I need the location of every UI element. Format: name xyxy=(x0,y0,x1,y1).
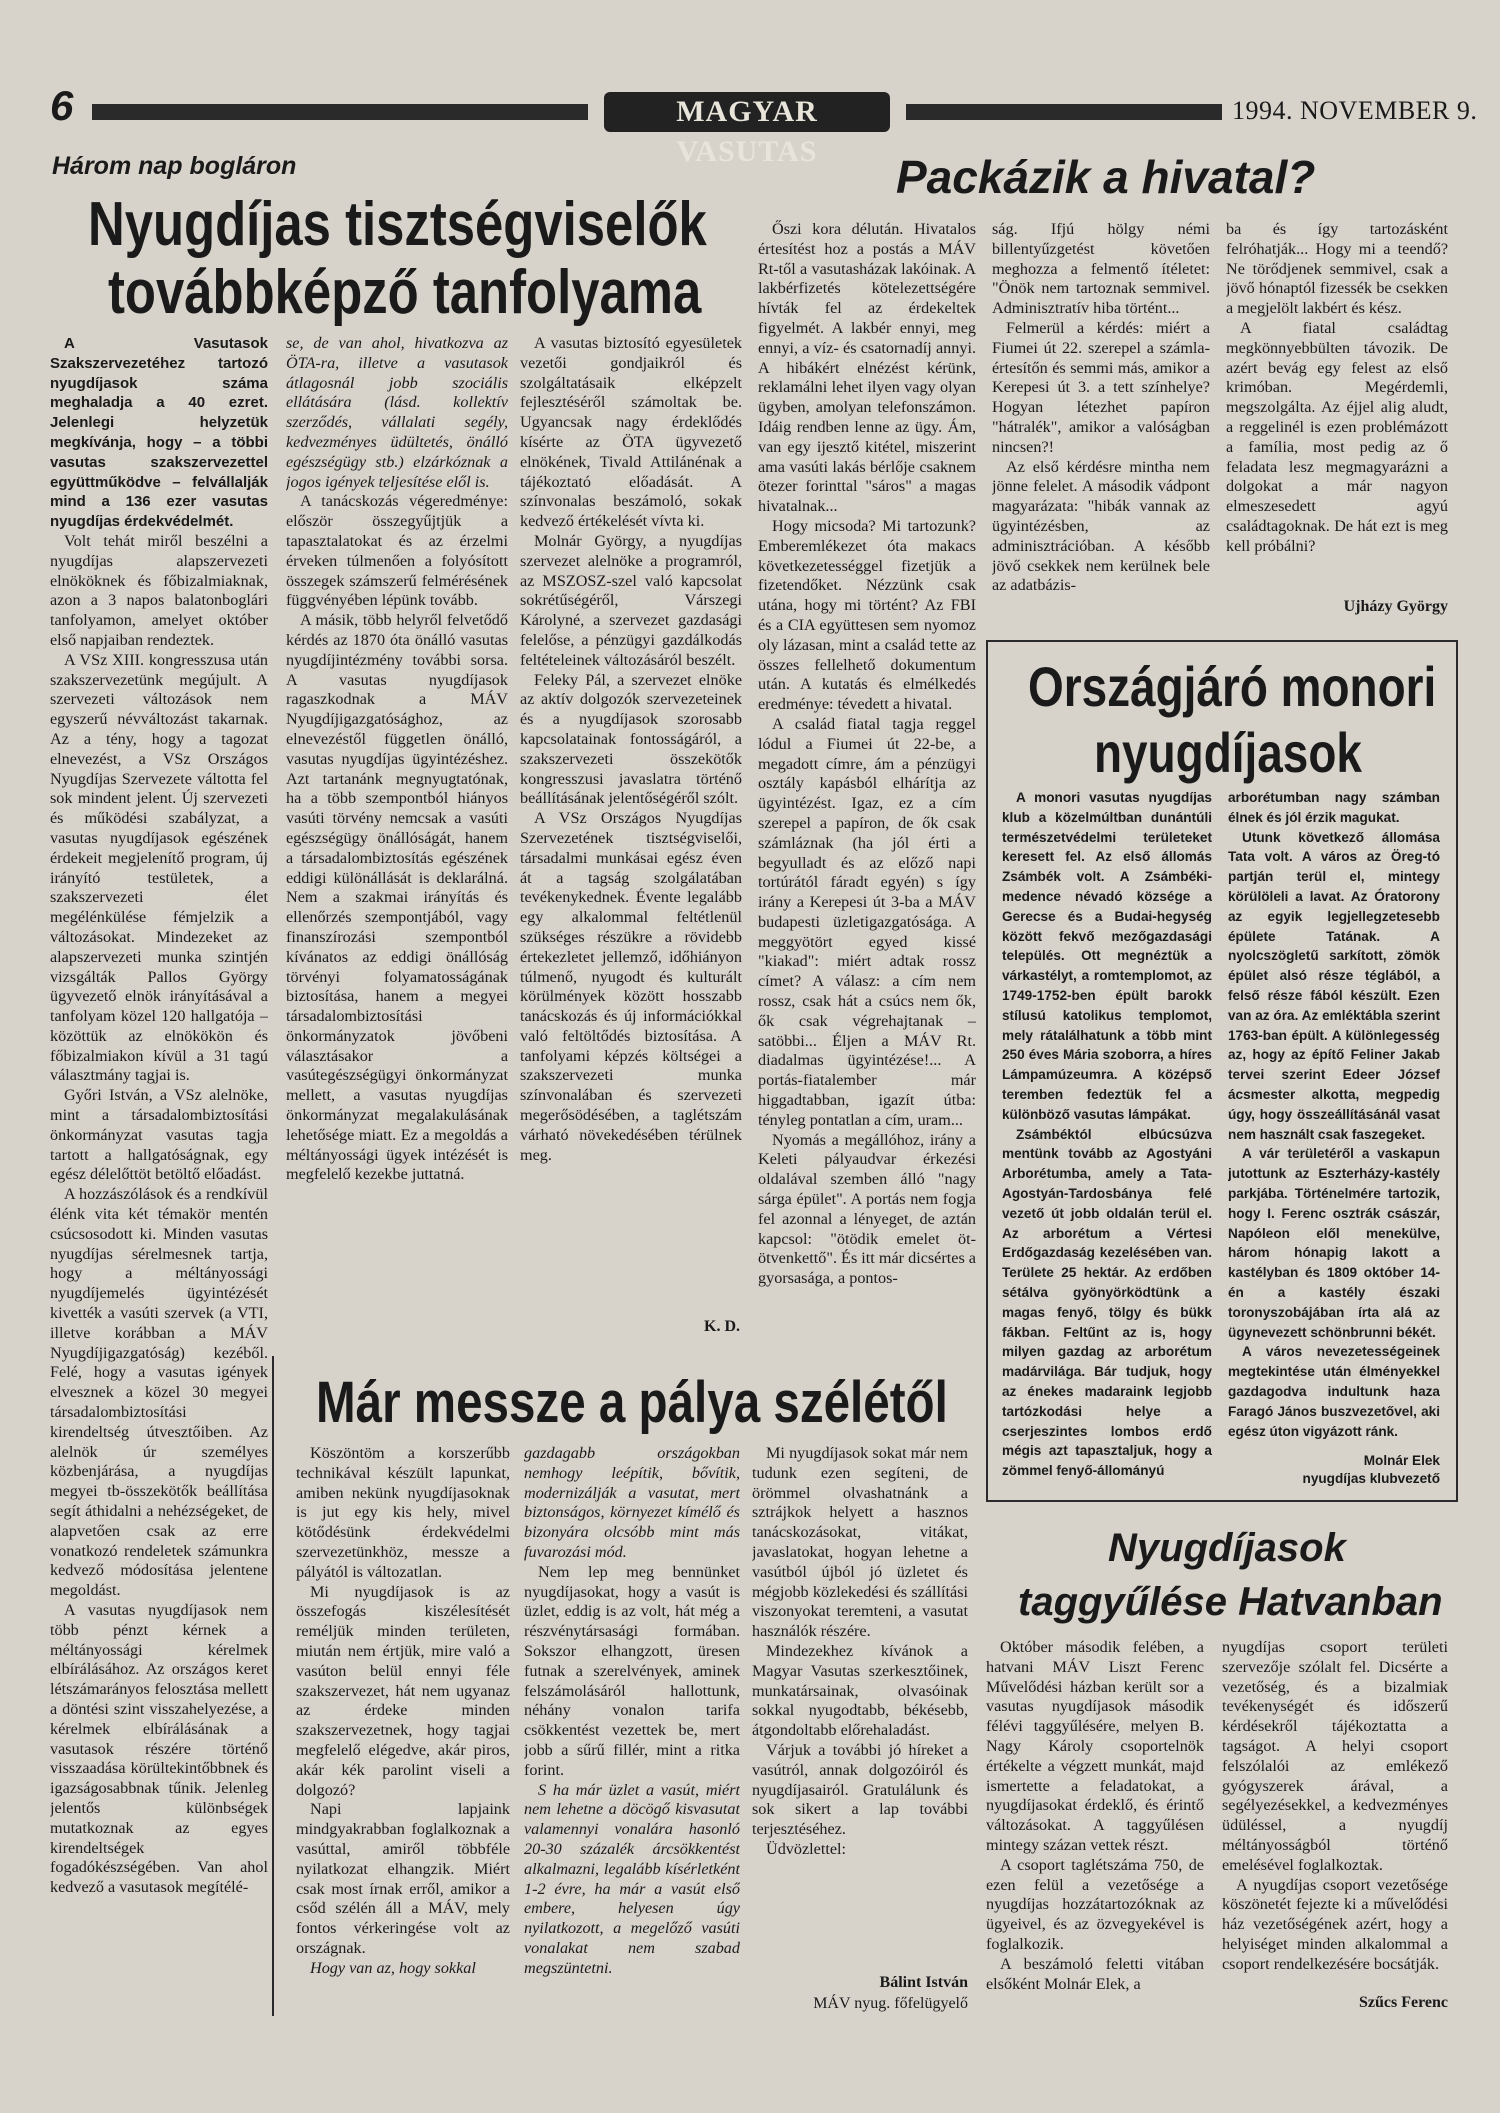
paragraph: Molnár György, a nyugdíjas szervezet alelnöke a programról, az MSZOSZ-szel való kapcsolat sokrétűségéről, Várszegi Károlyné, a szervezet gazdasági felelőse, a pénzügyi gazdálkodás feltételeinek változásáról beszélt. xyxy=(520,531,742,669)
article-5-column-2 xyxy=(1222,1638,1448,1990)
paragraph: A másik, több helyről felvetődő kérdés az 1870 óta önálló vasutas nyugdíjintézmény további sorsa. A vasutas nyugdíjasok ragaszkodnak a MÁV Nyugdíjigazgatósághoz, az elnevezéstől független önálló, vasutas nyugdíjas ügyintézéshez. Azt tartanánk megnyugtatónak, ha a több szempontból hiányos vasúti törvény nemcsak a vasúti egészségügy önállóságát, hanem a társadalombiztosítás egészének eddigi különállását is deklarálná. Nem a szakmai irányítás és ellenőrzés szempontjából, vagy finanszírozási szempontból kívánatos az eddigi önállóság törvényi folyamatosságának biztosítása, hanem a megyei társadalombiztosítási önkormányzatok jövőbeni választásakor a vasútegészségügyi önkormányzat mellett, a vasutas nyugdíjas önkormányzat megalakulásának lehetősége miatt. Ez a megoldás a méltányossági ügyek intézését is megfelelő kezekbe juttatná. xyxy=(286,611,508,1184)
article-1-column-3 xyxy=(520,334,742,1314)
article-4-column-3 xyxy=(752,1444,968,1962)
article-2-title: Packázik a hivatal? xyxy=(896,151,1316,203)
article-5-title-line-1: Nyugdíjasok xyxy=(1108,1526,1346,1570)
article-2-signature: Ujházy György xyxy=(1343,598,1448,615)
paragraph: Az első kérdésre mintha nem jönne felelet. A második vádpont magyarázata: "hibák vannak az ügyintézésben, az adminisztrációban. A később jövő csekkek nem kerülnek bele az adatbázis- xyxy=(992,457,1210,595)
paragraph: Feleky Pál, a szervezet elnöke az aktív dolgozók szervezeteinek és a nyugdíjasok szorosabb kapcsolatainak fontosságáról, a szakszervezeti összekötők kongresszusi javaslatra történő beállításának jelentőségéről szólt. xyxy=(520,670,742,808)
paragraph: A város nevezetességeinek megtekintése után élményekkel gazdagodva indultunk haza Faragó János buszvezetővel, aki egész úton vigyázott ránk. xyxy=(1228,1344,1440,1439)
paragraph: Őszi kora délután. Hivatalos értesítést hoz a postás a MÁV Rt-től a vasutasházak lakóinak. A lakbérfizetés kötelezettségére hívták fel az érdekeltek figyelmét. A lakbér ennyi, meg ennyi, a víz- és csatornadíj annyi. A hibákért elnézést kérünk, reklamálni lehet ilyen vagy olyan ügyben, amolyan telefonszámon. Idáig rendben lenne az ügy. Ám, van egy ijesztő kitétel, miszerint ama vasúti lakás bérlője csaknem ötezer forinttal "sáros" a magas hivatalnak... xyxy=(758,220,976,516)
paragraph: ság. Ifjú hölgy némi billentyűzgetést követően meghozza a felmentő ítéletet: "Önök nem tartoznak semmivel. Adminisztratív hiba történt... xyxy=(992,220,1210,318)
article-title-line-1: Nyugdíjas tisztségviselők xyxy=(88,190,707,259)
paragraph: Mi nyugdíjasok is az összefogás kiszélesítését reméljük minden területen, miután nem értjük, mire való a vasúton belül ennyi féle szakszervezet, hát nem ugyanaz az érdeke minden szakszervezetnek, hogy tagjai megfelelő elégedve, akár piros, akár kék parolint viseli a dolgozó? xyxy=(296,1582,510,1799)
header-rule-right xyxy=(906,104,1222,120)
article-3-title-line-2: nyugdíjasok xyxy=(1094,721,1362,784)
article-kicker: Három nap bogláron xyxy=(52,152,297,180)
paragraph: A VSz Országos Nyugdíjas Szervezetének tisztségviselői, társadalmi munkásai egész éven át a tagság szolgálatában tevékenykednek. Évente legalább egy alkalommal feltétlenül szükséges részükre a rövidebb értekezletet jellemző, időhiányon túlmenő, nyugodt és kulturált körülmények között hosszabb tanácskozás és új információkkal való feltöltődés biztosítása. A tanfolyami képzés költségei a szakszervezeti munka színvonalában és szervezeti megerősödésében, a taglétszám várható növekedésében térülnek meg. xyxy=(520,809,742,1164)
signature-name: Bálint István xyxy=(879,1974,968,1991)
signature-title: nyugdíjas klubvezető xyxy=(1302,1471,1440,1486)
article-1-column-2 xyxy=(286,334,508,1348)
paragraph: A tanácskozás végeredménye: először összegyűjtjük a tapasztalatokat és az érzelmi érveken túlmenően a folyósított összegek számszerű felmérésének függvényében lépünk tovább. xyxy=(286,492,508,610)
signature-name: Molnár Elek xyxy=(1363,1453,1440,1468)
paragraph: ba és így tartozásként felróhatják... Hogy mi a teendő? Ne törődjenek semmivel, csak a jövő hónaptól fizessék be csekken a megjelölt lakbért és kész. xyxy=(1226,220,1448,318)
article-5-column-1 xyxy=(986,1638,1204,2018)
article-4-column-1 xyxy=(296,1444,510,2004)
paragraph: Nem lep meg bennünket nyugdíjasokat, hogy a vasút is üzlet, eddig is az volt, hát még a részvénytársasági formában. Sokszor elhangzott, üresen futnak a szerelvények, aminek felszámolásáról hallottunk, néhány vonalon tarifa csökkentést vezettek be, mert jobb a sűrű fillér, mint a ritka forint. xyxy=(524,1562,740,1779)
article-3-column-2 xyxy=(1228,788,1440,1448)
article-5-signature: Szűcs Ferenc xyxy=(1358,1994,1448,2011)
paragraph: Győri István, a VSz alelnöke, mint a társadalombiztosítási önkormányzat vasutas tagja tartott a hallgatóságnak, egy egész délelőttöt betöltő előadást. xyxy=(50,1086,268,1184)
article-4-title: Már messze a pálya szélétől xyxy=(316,1370,948,1435)
paragraph: A vasutas nyugdíjasok nem több pénzt kérnek a méltányossági kérelmek elbírálásához. Az országos keret létszámarányos felosztása mellett a döntési szint visszahelyezése, a kérelmek elbírálásának a vasutasok részére történő visszaadása körültekintőbbnek és igazságosabbnak tűnik. Jelenleg jelentős különbségek mutatkoznak az egyes kirendeltségek fogadókészségében. Van ahol kedvező a vasutasok megítélé- xyxy=(50,1601,268,1897)
paragraph: A csoport taglétszáma 750, de ezen felül a vezetősége a nyugdíjas hozzátartozóknak az ügyeivel, és az özvegyekével is foglalkozik. xyxy=(986,1855,1204,1953)
paragraph: Zsámbéktól elbúcsúzva mentünk tovább az Agostyáni Arborétumba, amely a Tata-Agostyán-Tardosbánya felé vezető út jobb oldalán terül el. Az arborétum a Vértesi Erdőgazdaság kezelésében van. Területe 25 hektár. Az erdőben sétálva gyönyörködtünk a magas fenyő, tölgy és bükk fákban. Feltűnt az is, hogy milyen gazdag az arborétum madárvilága. Bár tudjuk, hogy az énekes madaraink legjobb tartózkodási helye a cserjeszintes lombos erdő mégis azt tapasztaljuk, hogy a zömmel fenyő-állományú xyxy=(1002,1126,1212,1479)
article-4-signature xyxy=(752,1972,968,2014)
issue-date: 1994. NOVEMBER 9. xyxy=(1232,96,1478,125)
paragraph: A vasutas biztosító egyesületek vezetői gondjaikról és szolgáltatásaik elképzelt fejlesztéséről számoltak be. Ugyancsak nagy érdeklődés kísérte az ÖTA ügyvezető elnökének, Tivald Attilánénak a tájékoztató előadását. A színvonalas beszámoló, sokak kedvező értékelését vívta ki. xyxy=(520,334,742,531)
paragraph: Hogy micsoda? Mi tartozunk? Emberemlékezet óta makacs következetességgel fizetjük a fizetendőket. Nézzünk csak utána, hogy mi történt? Az FBI és a CIA együttesen sem nyomoz oly lázasan, mint a család tette az összes fellelhető dokumentum után. A kutatás és elmélkedés eredménye: tévedett a hivatal. xyxy=(758,516,976,714)
paragraph: gazdagabb országokban nemhogy leépítik, bővítik, modernizálják a vasutat, mert biztonságos, környezet kímélő és bizonyára olcsóbb mint más fuvarozási mód. xyxy=(524,1444,740,1561)
masthead: MAGYAR VASUTAS xyxy=(604,92,890,132)
paragraph: Várjuk a további jó híreket a vasútról, annak dolgozóiról és nyugdíjasairól. Gratulálunk és sok sikert a lap további terjesztéséhez. xyxy=(752,1740,968,1839)
paragraph: A hozzászólások és a rendkívül élénk vita két témakör mentén csúcsosodott ki. Minden vasutas nyugdíjas sérelmesnek tartja, hogy a méltányossági nyugdíjemelés ügyintézését kivették a vasúti szervek (a VTI, illetve korábban a MÁV Nyugdíjigazgatóság) kezéből. Felé, hogy a vasutas igények elvesznek a közel 30 megyei társadalombiztosítási kirendeltség útvesztőiben. Az alelnök úr személyes közbenjárása, a nyugdíjas megyei tb-összekötők beállítása segít áthidalni a nehézségeket, de alapvetően csak az erre vonatkozó rendeletek számunkra kedvező módosítása jelentene megoldást. xyxy=(50,1185,268,1600)
paragraph: arborétumban nagy számban élnek és jól érzik magukat. xyxy=(1228,790,1440,825)
article-2-column-1 xyxy=(758,220,976,1332)
paragraph: Hogy van az, hogy sokkal xyxy=(310,1958,476,1977)
article-1-signature: K. D. xyxy=(704,1318,740,1335)
article-3-title-line-1: Országjáró monori xyxy=(1028,655,1437,718)
paragraph: A beszámoló feletti vitában elsőként Molnár Elek, a xyxy=(986,1954,1204,1993)
paragraph: se, de van ahol, hivatkozva az ÖTA-ra, illetve a vasutasok átlagosnál jobb szociális ellátására (lásd. kollektív szerződés, vállalati segély, kedvezményes üdültetés, önálló egészségügy stb.) elzárkóznak a jogos igények teljesítése elől is. xyxy=(286,334,508,491)
paragraph: Mi nyugdíjasok sokat már nem tudunk ezen segíteni, de örömmel olvashatnánk a sztrájkok helyett a hasznos tanácskozásokat, vitákat, javaslatokat, hogyan lehetne a vasútból újból jó üzletet és mégjobb közlekedési és szállítási viszonyokat teremteni, a vasutat használók részére. xyxy=(752,1444,968,1641)
article-3-column-1 xyxy=(1002,788,1212,1488)
article-5-title-line-2: taggyűlése Hatvanban xyxy=(1018,1580,1443,1624)
signature-title: MÁV nyug. főfelügyelő xyxy=(813,1995,968,2012)
paragraph: Volt tehát miről beszélni a nyugdíjas alapszervezeti elnököknek és főbizalmiaknak, azon a 3 napos balatonboglári tanfolyamon, amelyet október első napjaiban rendeztek. xyxy=(50,531,268,649)
article-lead: A Vasutasok Szakszervezetéhez tartozó nyugdíjasok száma meghaladja a 40 ezret. Jelenlegi helyzetük megkívánja, hogy – a többi vasutas szakszervezettel együttműködve – felvállalják mind a 136 ezer vasutas nyugdíjas érdekvédelmét. xyxy=(50,335,268,531)
header-rule-left xyxy=(92,104,588,120)
paragraph: Napi lapjaink mindgyakrabban foglalkoznak a vasúttal, amiről többféle nyilatkozat elhangzik. Miért csak most írnak erről, amikor a csőd szélén áll a MÁV, mely fontos vérkeringése volt az országnak. xyxy=(296,1800,510,1957)
paragraph: Üdvözlettel: xyxy=(766,1839,847,1858)
paragraph: Utunk következő állomása Tata volt. A város az Öreg-tó partján terül el, mintegy körülöleli a lavat. Az Óratorony az egyik legjellegzetesebb épülete Tatának. A nyolcszögletű sarkított, zömök épület alsó része téglából, a felső része fából készült. Ezen van az óra. Az emléktábla szerint 1763-ban épült. A különlegesség az, hogy az építő Feliner Jakab tervei szerint Edeer József ácsmester alkotta, megpedig úgy, hogy összeállításánál vasat nem használt csak faszegeket. xyxy=(1228,829,1440,1142)
paragraph: A fiatal családtag megkönnyebbülten távozik. De azért bevág egy felest az első krimóban. Megérdemli, megszolgálta. Az éjjel alig aludt, a reggelinél is ezen problémázott a família, most pedig az ő feladata lesz megmagyarázni a dolgokat a már nagyon elmeszesedett agyú családtagoknak. De hát ezt is meg kell próbálni? xyxy=(1226,318,1448,555)
paragraph: A vár területéről a vaskapun jutottunk az Eszterházy-kastély parkjába. Történelmére tartozik, hogy I. Ferenc osztrák császár, Napóleon elől menekülve, három hónapig lakott a kastélyban és 1809 október 14-én a kastély északi toronyszobájában írta alá az ügynevezett schönbrunni békét. xyxy=(1228,1146,1440,1340)
paragraph: nyugdíjas csoport területi szervezője szólalt fel. Dicsérte a vezetőség, és a bizalmiak tevékenységét és időszerű kérdésekről tájékoztatta a tagságot. A helyi csoport felszólalói az emlékező gyógyszerek árával, a segélyezésekkel, a kedvezményes üdüléssel, a nyugdíj méltányosságból történő emelésével foglalkoztak. xyxy=(1222,1638,1448,1874)
paragraph: A nyugdíjas csoport vezetősége köszönetét fejezte ki a művelődési ház vezetőségének azért, hogy a helyiséget minden alkalommal a csoport rendelkezésére bocsátják. xyxy=(1222,1875,1448,1973)
paragraph: Felmerül a kérdés: miért a Fiumei út 22. szerepel a számla-értesítőn és semmi más, amikor a Kerepesi út 3. a tett színhelye? Hogyan létezhet papíron "hátralék", amikor a valóságban nincsen?! xyxy=(992,318,1210,456)
paragraph: Köszöntöm a korszerűbb technikával készült lapunkat, amiben nekünk nyugdíjasoknak is jut egy kis hely, mivel kötődésünk érdekvédelmi szervezetünkhöz, messze a pályától is változatlan. xyxy=(296,1444,510,1581)
article-2-column-2 xyxy=(992,220,1210,624)
paragraph: Nyomás a megállóhoz, irány a Keleti pályaudvar érkezési oldalával szemben álló "nagy sárga épület". A portás nem fogja fel azonnal a lényeget, de aztán kapcsol: "ötödik emelet öt-ötvenkettő". És itt már dicsértes a gyorsasága, a pontos- xyxy=(758,1130,976,1288)
paragraph: A monori vasutas nyugdíjas klub a közelmúltban dunántúli természetvédelmi területeket keresett fel. Az első állomás Zsámbék volt. A Zsámbéki-medence névadó községe a Gerecse és a Budai-hegység között fekvő mezőgazdasági település. Ott megnéztük a várkastélyt, a romtemplomot, az 1749-1752-ben épült barokk stílusú katolikus templomot, mely rátalálhatunk a több mint 250 éves Mária szoborra, a híres Lámpamúzeumra. A középső teremben fedeztük fel a különböző vasutas lámpákat. xyxy=(1002,790,1212,1122)
paragraph: A VSz XIII. kongresszusa után szakszervezetünk megújult. A szervezeti változások nem egyszerű névváltozást takarnak. Az a tény, hogy a tagozat elnevezést, a VSz Országos Nyugdíjas Szervezete váltotta fel sok mindent jelent. Új szervezeti és működési szabályzat, a vasutas nyugdíjasok egészének érdekeit megjelenítő program, új irányító testületek, a szakszervezeti élet megélénkülése fémjelzik a változásokat. Mindezeket az alapszervezeti munka szintjén vizsgálták Pallos György ügyvezető elnök irányításával a tanfolyam közel 120 hallgatója – közöttük az elnökökön és főbizalmiakon kívül a 31 tagú választmány tagjai is. xyxy=(50,650,268,1085)
paragraph: Mindezekhez kívánok a Magyar Vasutas szerkesztőinek, munkatársainak, olvasóinak sokkal nyugodtabb, békésebb, átgondoltabb előrehaladást. xyxy=(752,1641,968,1740)
page-number: 6 xyxy=(50,82,74,129)
paragraph: A család fiatal tagja reggel lódul a Fiumei út 22-be, a megadott címre, ám a pénzügyi osztály kapásból elhárítja az ügyintézést. Igaz, ez a cím szerepel a papíron, de ők csak számláznak (ha jól érti a begyulladt és az előző napi tortúrától fáradt egyén) s így irány a Kerepesi út 3-ba a MÁV budapesti üzletigazgatósága. A meggyötört egyed kissé "kiakad": miért adtak rossz címet? A válasz: a cím nem rossz, csak hát a csúcs nem ők, ők csak végrehajtanak – satöbbi... Éljen a MÁV Rt. diadalmas ügyintézése!... A portás-fiatalember már higgadtabban, igazít útba: tényleg pontatlan a cím, uram... xyxy=(758,714,976,1129)
article-3-signature xyxy=(1228,1452,1440,1488)
paragraph: Október második felében, a hatvani MÁV Liszt Ferenc Művelődési házban került sor a vasutas nyugdíjasok második félévi taggyűlésére, melyen B. Nagy Károly csoportelnök értékelte a végzett munkát, majd ismertette a feladatokat, a nyugdíjasokat érdeklő, és érintő változásokat. A taggyűlésen mintegy százan vettek részt. xyxy=(986,1638,1204,1854)
article-1-column-1 xyxy=(50,334,268,2034)
article-4-column-2 xyxy=(524,1444,740,2004)
article-title-line-2: továbbképző tanfolyama xyxy=(108,258,702,327)
paragraph: S ha már üzlet a vasút, miért nem lehetne a döcögő kisvasutat valamennyi vonalára hasonló 20-30 százalék árcsökkentést alkalmazni, legalább kísérletként 1-2 évre, ha már a vasút első embere, helyesen úgy nyilatkozott, a megelőző vasúti vonalakat nem szabad megszüntetni. xyxy=(524,1780,740,1977)
article-2-column-3 xyxy=(1226,220,1448,592)
